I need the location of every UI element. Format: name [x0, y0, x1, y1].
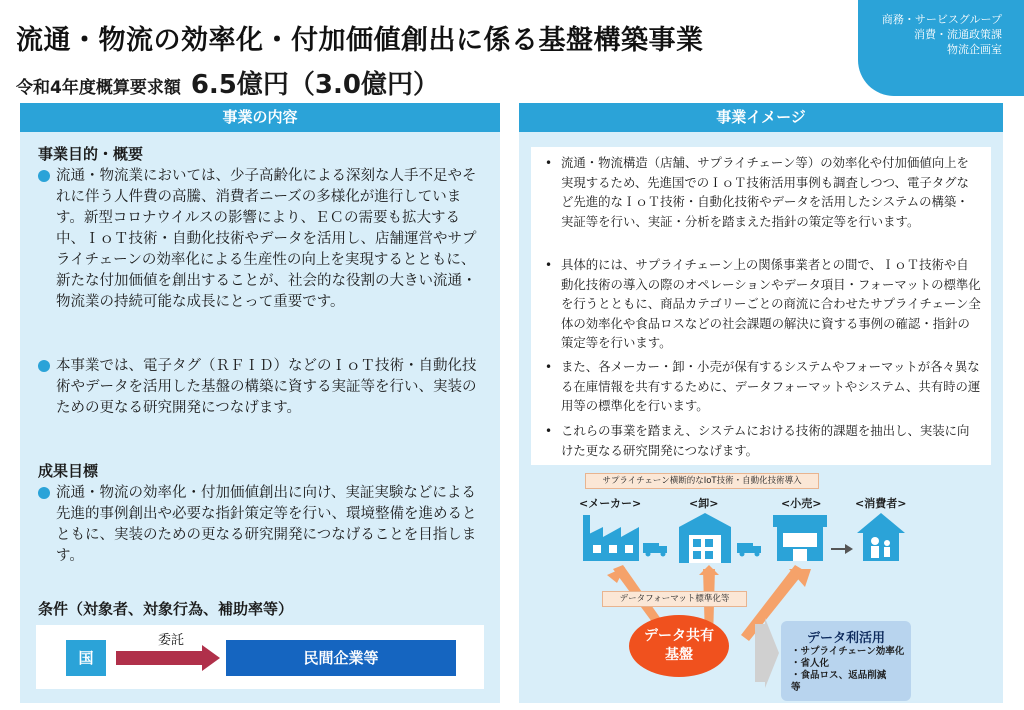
data-sharing-platform: [629, 615, 729, 677]
bullet-text: 流通・物流構造（店舗、サプライチェーン等）の効率化や付加価値向上を実現するため、先進国でのＩｏＴ技術活用事例も調査しつつ、電子タグなど先進的なＩｏＴ技術・自動化技術やデータを活用したシステムの構築・実証等を行い、実証・分析を踏まえた指針の策定等を行います。: [561, 155, 969, 229]
platform-line: データ共有: [644, 628, 714, 644]
bullet-item: [38, 356, 484, 419]
consumer-home-icon: [855, 511, 907, 563]
section-title: 条件（対象者、対象行為、補助率等）: [38, 600, 294, 618]
bullet-text: 流通・物流業においては、少子高齢化による深刻な人手不足やそれに伴う人件費の高騰、消費者ニーズの多様化が進行しています。新型コロナウイルスの影響により、ＥＣの需要も拡大する中、ＩｏＴ技術・自動化技術やデータを活用し、店舗運営やサプライチェーンの効率化による生産性の向上を実現するとともに、新たな付加価値を創出することが、社会的な役割の大きい流通・物流業の持続可能な成長にとって重要です。: [56, 168, 477, 310]
bullet-dot-icon: •: [545, 360, 553, 374]
diagram-banner: サプライチェーン横断的なIoT技術・自動化技術導入: [585, 473, 819, 489]
actor-label-wholesale: <卸>: [689, 497, 719, 510]
util-item: ・サプライチェーン効率化: [791, 646, 905, 657]
panel-header: 事業の内容: [20, 103, 500, 132]
bullet-text: また、各メーカー・卸・小売が保有するシステムやフォーマットが各々異なる在庫情報を共有するために、データフォーマットやシステム、共有時の運用等の標準化を行います。: [561, 359, 981, 413]
dept-line: 物流企画室: [947, 43, 1002, 56]
bullet-text: 流通・物流の効率化・付加価値創出に向け、実証実験などによる先進的事例創出や必要な指針策定等を行い、環境整備を進めるとともに、実装のための更なる研究開発につなげることを目指します。: [56, 485, 477, 564]
actor-label-retail: <小売>: [781, 497, 822, 510]
dept-line: 消費・流通政策課: [914, 28, 1002, 41]
util-item: 等: [791, 682, 801, 693]
flow-box: [36, 625, 484, 689]
supply-chain-diagram: [519, 103, 1003, 703]
budget-amount: 6.5億円（3.0億円）: [190, 70, 439, 100]
bullet-dot-icon: •: [545, 258, 553, 272]
image-panel: [519, 103, 1003, 703]
flow-to: 民間企業等: [226, 640, 456, 676]
bullet-dot-icon: [38, 487, 50, 499]
budget-line: [16, 64, 439, 101]
budget-label: 令和4年度概算要求額: [16, 78, 181, 98]
actor-label-maker: <メーカー>: [579, 497, 642, 510]
bullet-item: [38, 166, 484, 313]
store-icon: [771, 513, 829, 563]
util-item: ・食品ロス、返品削減: [791, 670, 887, 681]
actor-label-consumer: <消費者>: [855, 497, 907, 510]
util-item: ・省人化: [791, 658, 830, 669]
bullet-text: これらの事業を踏まえ、システムにおける技術的課題を抽出し、実装に向けた更なる研究開発につなげます。: [561, 423, 970, 458]
platform-line: 基盤: [665, 647, 693, 663]
arrow-right-icon: [755, 618, 779, 688]
truck-icon: [737, 541, 763, 557]
bullet-item: [38, 483, 484, 567]
arrow-right-icon: [116, 645, 220, 671]
content-panel: [20, 103, 500, 703]
factory-icon: [581, 513, 643, 563]
format-standardization-label: データフォーマット標準化等: [602, 591, 747, 607]
bullet-dot-icon: [38, 170, 50, 182]
flow-arrow-label: 委託: [158, 633, 185, 648]
walk-arrow-icon: [831, 543, 853, 555]
page-title: 流通・物流の効率化・付加価値創出に係る基盤構築事業: [16, 25, 704, 56]
flow-from: 国: [66, 640, 106, 676]
bullet-dot-icon: •: [545, 424, 553, 438]
panel-header: 事業イメージ: [519, 103, 1003, 132]
section-title: 成果目標: [38, 462, 99, 480]
section-title: 事業目的・概要: [38, 145, 144, 163]
util-title: データ利活用: [806, 631, 885, 646]
bullet-dot-icon: •: [545, 156, 553, 170]
truck-icon: [643, 541, 669, 557]
bullet-text: 具体的には、サプライチェーン上の関係事業者との間で、ＩｏＴ技術や自動化技術の導入の際のオペレーションやデータ項目・フォーマットの標準化を行うとともに、商品カテゴリーごとの商流に合わせたサプライチェーン全体の効率化や食品ロスなどの社会課題の解決に資する事例の確認・指針の策定等を行います。: [561, 257, 981, 350]
bullet-text: 本事業では、電子タグ（ＲＦＩＤ）などのＩｏＴ技術・自動化技術やデータを活用した基盤の構築に資する実証等を行い、実装のための更なる研究開発につなげます。: [56, 358, 477, 416]
warehouse-icon: [677, 511, 733, 565]
department-tab: [858, 0, 1024, 96]
dept-line: 商務・サービスグループ: [881, 13, 1002, 26]
data-utilization-box: [781, 621, 911, 701]
bullet-dot-icon: [38, 360, 50, 372]
